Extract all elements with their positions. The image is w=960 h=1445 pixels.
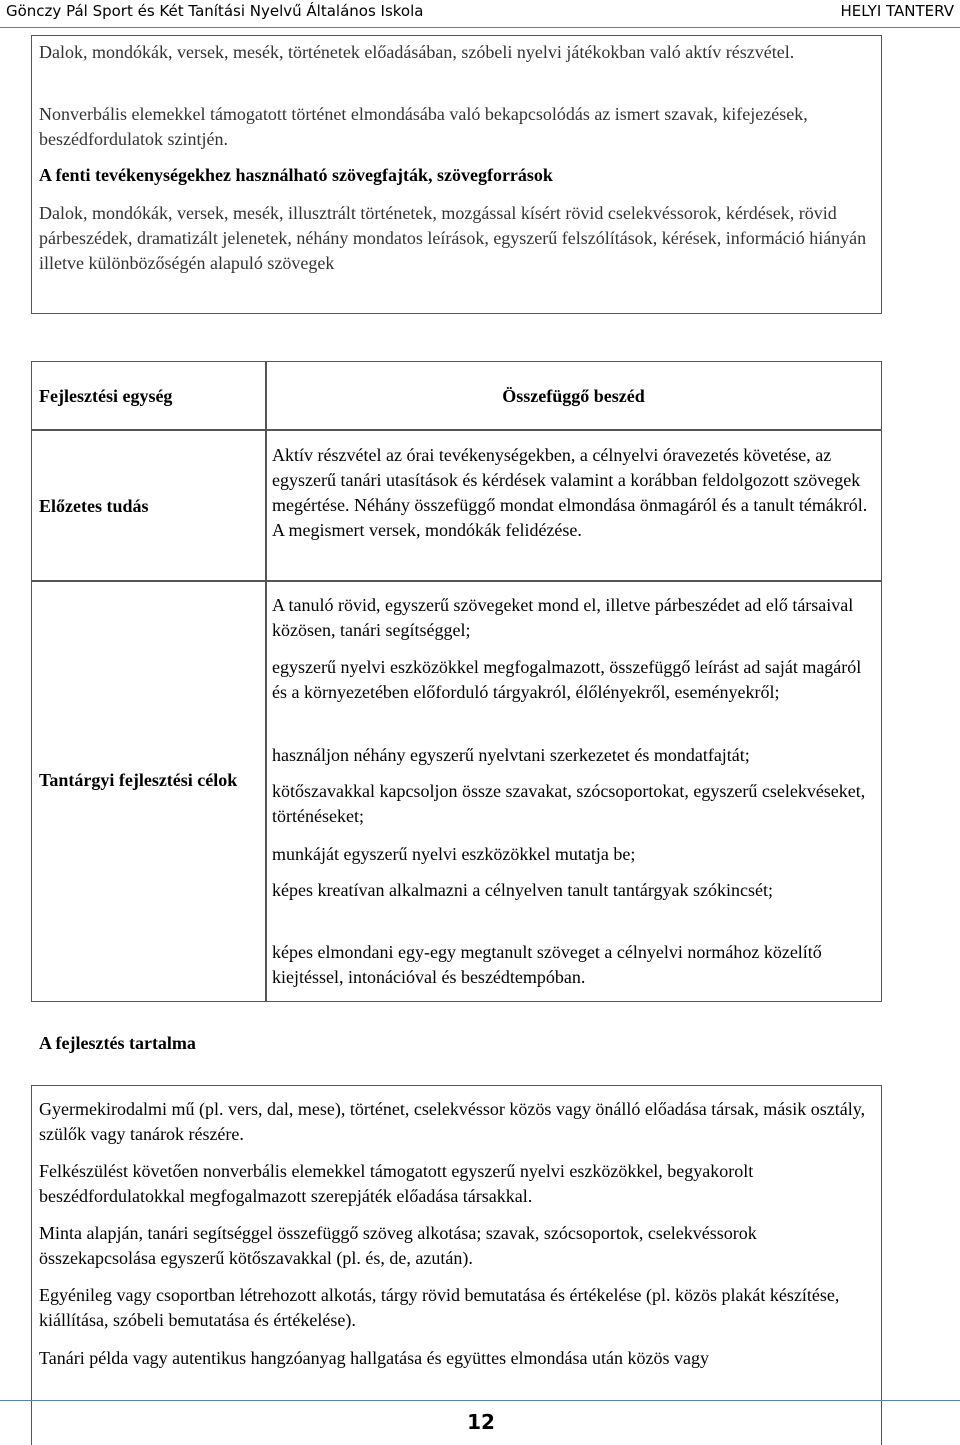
activities-paragraph-1: Dalok, mondókák, versek, mesék, történetek előadásában, szóbeli nyelvi játékokban való aktív részvétel. — [39, 42, 795, 62]
prior-knowledge-label: Előzetes tudás — [39, 496, 149, 516]
content-item: Egyénileg vagy csoportban létrehozott alkotás, tárgy rövid bemutatása és értékelése (pl. közös plakát készítése, kiállítása, szóbeli bemutatása és értékelése). — [39, 1285, 840, 1330]
text-types-heading: A fenti tevékenységekhez használható szövegfajták, szövegforrások — [39, 165, 553, 185]
content-item: Tanári példa vagy autentikus hangzóanyag hallgatása és együttes elmondása után közös vagy — [39, 1348, 710, 1368]
page-header — [0, 0, 960, 26]
goal-item: használjon néhány egyszerű nyelvtani szerkezetet és mondatfajtát; — [272, 745, 750, 765]
activities-paragraph-2: Nonverbális elemekkel támogatott történet elmondásába való bekapcsolódás az ismert szavak, kifejezések, beszédfordulatok szintjén. — [39, 104, 808, 149]
goal-item: A tanuló rövid, egyszerű szövegeket mond el, illetve párbeszédet ad elő társaival közösen, tanári segítséggel; — [272, 595, 854, 640]
content-item: Felkészülést követően nonverbális elemekkel támogatott egyszerű nyelvi eszközökkel, begyakorolt beszédfordulatokkal megfogalmazott szerepjáték előadása társakkal. — [39, 1161, 754, 1206]
text-types-paragraph: Dalok, mondókák, versek, mesék, illusztrált történetek, mozgással kísért rövid cselekvéssorok, kérdések, rövid párbeszédek, dramatizált jelenetek, néhány mondatos leírások, egyszerű felszólítások, kérések, információ hiányán illetve különbözőségén alapuló szövegek — [39, 203, 867, 273]
development-content-title: A fejlesztés tartalma — [39, 1033, 196, 1053]
goal-item: munkáját egyszerű nyelvi eszközökkel mutatja be; — [272, 844, 636, 864]
document-type: HELYI TANTERV — [840, 2, 954, 20]
prior-knowledge-text: Aktív részvétel az órai tevékenységekben, a célnyelvi óravezetés követése, az egyszerű tanári utasítások és kérdések valamint a korábban feldolgozott szövegek megértése. Néhány összefüggő mondat elmondása önmagáról és a tanult témákról. A megismert versek, mondókák felidézése. — [272, 445, 868, 540]
goal-item: képes kreatívan alkalmazni a célnyelven tanult tantárgyak szókincsét; — [272, 880, 773, 900]
goal-item: kötőszavakkal kapcsoljon össze szavakat, szócsoportokat, egyszerű cselekvéseket, történéseket; — [272, 781, 866, 826]
goal-item: képes elmondani egy-egy megtanult szöveget a célnyelvi normához közelítő kiejtéssel, intonációval és beszédtempóban. — [272, 942, 822, 987]
subject-goals-label: Tantárgyi fejlesztési célok — [39, 770, 238, 790]
page-number: 12 — [467, 1410, 495, 1434]
school-name: Gönczy Pál Sport és Két Tanítási Nyelvű Általános Iskola — [6, 2, 424, 20]
content-item: Minta alapján, tanári segítséggel összefüggő szöveg alkotása; szavak, szócsoportok, cselekvéssorok összekapcsolása egyszerű kötőszavakkal (pl. és, de, azután). — [39, 1223, 757, 1268]
development-unit-value: Összefüggő beszéd — [502, 386, 645, 406]
goal-item: egyszerű nyelvi eszközökkel megfogalmazott, összefüggő leírást ad saját magáról és a környezetében előforduló tárgyakról, élőlényekről, eseményekről; — [272, 657, 862, 702]
footer-divider — [0, 1400, 960, 1401]
header-divider — [0, 27, 960, 28]
content-item: Gyermekirodalmi mű (pl. vers, dal, mese), történet, cselekvéssor közös vagy önálló előadása társak, másik osztály, szülők vagy tanárok részére. — [39, 1099, 866, 1144]
development-unit-label: Fejlesztési egység — [39, 386, 173, 406]
